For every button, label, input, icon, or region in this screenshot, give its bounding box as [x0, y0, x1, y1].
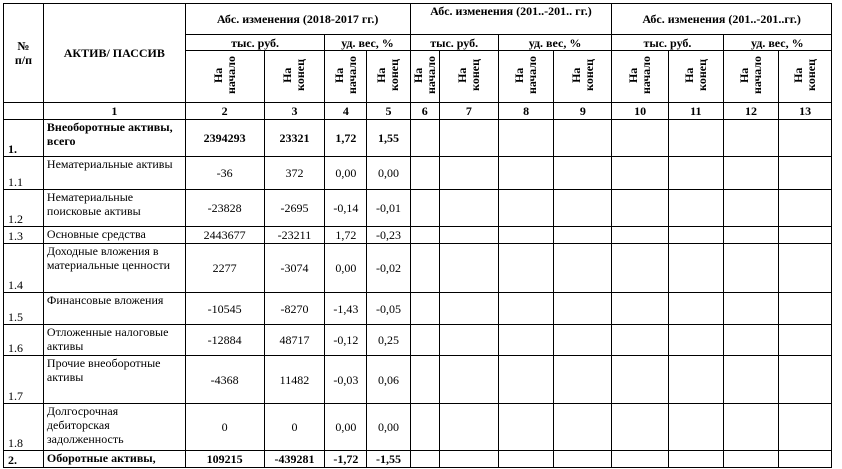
- row-index: 1.5: [4, 293, 44, 325]
- header-end-5: На конец: [367, 51, 410, 103]
- table-row: [4, 190, 832, 227]
- header-share-1: уд. вес, %: [325, 35, 410, 51]
- row-value: 0,00: [325, 244, 367, 293]
- empty-cell: [439, 244, 498, 293]
- empty-cell: [779, 244, 832, 293]
- table-row: [4, 451, 832, 468]
- column-number: 12: [723, 103, 779, 120]
- empty-cell: [779, 157, 832, 190]
- empty-cell: [498, 244, 554, 293]
- empty-cell: [723, 451, 779, 468]
- header-thousand-1: тыс. руб.: [185, 35, 325, 51]
- column-number: 1: [43, 103, 185, 120]
- row-index: 1.7: [4, 356, 44, 404]
- empty-cell: [410, 451, 439, 468]
- empty-cell: [779, 120, 832, 157]
- row-value: -439281: [264, 451, 325, 468]
- column-number: [4, 103, 44, 120]
- empty-cell: [498, 451, 554, 468]
- header-start-2: На начало: [185, 51, 264, 103]
- empty-cell: [612, 293, 669, 325]
- empty-cell: [410, 325, 439, 356]
- empty-cell: [612, 356, 669, 404]
- empty-cell: [498, 190, 554, 227]
- empty-cell: [410, 227, 439, 244]
- empty-cell: [779, 356, 832, 404]
- empty-cell: [612, 120, 669, 157]
- header-group-3: Абс. изменения (201..-201..гг.): [612, 4, 832, 35]
- empty-cell: [498, 404, 554, 451]
- row-value: -10545: [185, 293, 264, 325]
- empty-cell: [554, 157, 612, 190]
- row-value: -0,05: [367, 293, 410, 325]
- empty-cell: [498, 227, 554, 244]
- empty-cell: [669, 404, 724, 451]
- row-value: -8270: [264, 293, 325, 325]
- column-number: 4: [325, 103, 367, 120]
- empty-cell: [410, 404, 439, 451]
- empty-cell: [723, 227, 779, 244]
- empty-cell: [439, 120, 498, 157]
- row-name: Финансовые вложения: [43, 293, 185, 325]
- row-value: -1,72: [325, 451, 367, 468]
- table-row: [4, 325, 832, 356]
- empty-cell: [669, 190, 724, 227]
- row-name: Нематериальные поисковые активы: [43, 190, 185, 227]
- row-value: 0,06: [367, 356, 410, 404]
- empty-cell: [723, 157, 779, 190]
- empty-cell: [439, 404, 498, 451]
- empty-cell: [779, 190, 832, 227]
- header-start-12: На начало: [723, 51, 779, 103]
- row-index: 1.6: [4, 325, 44, 356]
- empty-cell: [723, 244, 779, 293]
- empty-cell: [779, 451, 832, 468]
- empty-cell: [554, 227, 612, 244]
- row-index: 1.2: [4, 190, 44, 227]
- row-index: 1.1: [4, 157, 44, 190]
- column-number: 2: [185, 103, 264, 120]
- table-body: [4, 120, 832, 468]
- header-end-7: На конец: [439, 51, 498, 103]
- empty-cell: [723, 293, 779, 325]
- row-value: -3074: [264, 244, 325, 293]
- column-number: 11: [669, 103, 724, 120]
- empty-cell: [723, 325, 779, 356]
- table-row: [4, 244, 832, 293]
- empty-cell: [723, 404, 779, 451]
- column-number: 6: [410, 103, 439, 120]
- empty-cell: [612, 227, 669, 244]
- header-start-10: На начало: [612, 51, 669, 103]
- row-index: 1.8: [4, 404, 44, 451]
- header-start-8: На начало: [498, 51, 554, 103]
- row-value: 1,72: [325, 227, 367, 244]
- row-index: 1.3: [4, 227, 44, 244]
- row-value: 0,00: [325, 157, 367, 190]
- header-share-2: уд. вес, %: [498, 35, 612, 51]
- row-value: -36: [185, 157, 264, 190]
- empty-cell: [554, 404, 612, 451]
- header-end-3: На конец: [264, 51, 325, 103]
- empty-cell: [410, 356, 439, 404]
- empty-cell: [723, 356, 779, 404]
- row-value: -0,03: [325, 356, 367, 404]
- row-name: Долгосрочная дебиторская задолженность: [43, 404, 185, 451]
- header-group-2: Абс. изменения (201..-201.. гг.): [410, 4, 612, 35]
- row-name: Внеоборотные активы, всего: [43, 120, 185, 157]
- row-value: 372: [264, 157, 325, 190]
- empty-cell: [498, 120, 554, 157]
- empty-cell: [439, 325, 498, 356]
- empty-cell: [669, 244, 724, 293]
- column-number: 13: [779, 103, 832, 120]
- row-value: -0,23: [367, 227, 410, 244]
- empty-cell: [669, 293, 724, 325]
- empty-cell: [554, 356, 612, 404]
- row-value: 2277: [185, 244, 264, 293]
- empty-cell: [554, 451, 612, 468]
- table-row: [4, 356, 832, 404]
- row-value: -0,01: [367, 190, 410, 227]
- empty-cell: [554, 293, 612, 325]
- row-value: 0,00: [325, 404, 367, 451]
- table-row: [4, 157, 832, 190]
- table-row: [4, 227, 832, 244]
- column-number: 10: [612, 103, 669, 120]
- header-num: № п/п: [4, 4, 44, 103]
- empty-cell: [439, 293, 498, 325]
- table-row: [4, 293, 832, 325]
- row-index: 1.: [4, 120, 44, 157]
- row-value: -23211: [264, 227, 325, 244]
- empty-cell: [439, 190, 498, 227]
- empty-cell: [669, 451, 724, 468]
- row-value: -12884: [185, 325, 264, 356]
- empty-cell: [612, 451, 669, 468]
- empty-cell: [779, 293, 832, 325]
- header-end-13: На конец: [779, 51, 832, 103]
- header-end-9: На конец: [554, 51, 612, 103]
- row-value: 11482: [264, 356, 325, 404]
- row-value: 1,72: [325, 120, 367, 157]
- row-value: -0,02: [367, 244, 410, 293]
- empty-cell: [410, 190, 439, 227]
- empty-cell: [439, 451, 498, 468]
- row-value: 109215: [185, 451, 264, 468]
- header-share-3: уд. вес, %: [723, 35, 831, 51]
- row-name: Доходные вложения в материальные ценности: [43, 244, 185, 293]
- row-value: 2394293: [185, 120, 264, 157]
- empty-cell: [554, 120, 612, 157]
- column-number: 5: [367, 103, 410, 120]
- row-name: Отложенные налоговые активы: [43, 325, 185, 356]
- column-number-row: [4, 103, 832, 120]
- row-value: 0: [264, 404, 325, 451]
- header-thousand-3: тыс. руб.: [612, 35, 723, 51]
- row-name: Основные средства: [43, 227, 185, 244]
- empty-cell: [498, 356, 554, 404]
- empty-cell: [723, 120, 779, 157]
- row-value: -0,12: [325, 325, 367, 356]
- row-value: 48717: [264, 325, 325, 356]
- empty-cell: [439, 157, 498, 190]
- row-name: Оборотные активы,: [43, 451, 185, 468]
- header-group-1: Абс. изменения (2018-2017 гг.): [185, 4, 410, 35]
- empty-cell: [439, 227, 498, 244]
- table-row: [4, 120, 832, 157]
- column-number: 3: [264, 103, 325, 120]
- column-number: 8: [498, 103, 554, 120]
- empty-cell: [498, 293, 554, 325]
- row-value: 0,25: [367, 325, 410, 356]
- empty-cell: [612, 157, 669, 190]
- row-value: 0: [185, 404, 264, 451]
- empty-cell: [498, 325, 554, 356]
- empty-cell: [779, 325, 832, 356]
- empty-cell: [669, 356, 724, 404]
- balance-change-table: [3, 3, 832, 468]
- row-index: 2.: [4, 451, 44, 468]
- empty-cell: [779, 404, 832, 451]
- empty-cell: [669, 157, 724, 190]
- row-value: -23828: [185, 190, 264, 227]
- column-number: 9: [554, 103, 612, 120]
- empty-cell: [554, 244, 612, 293]
- empty-cell: [612, 325, 669, 356]
- row-index: 1.4: [4, 244, 44, 293]
- row-value: -1,55: [367, 451, 410, 468]
- header-start-4: На начало: [325, 51, 367, 103]
- row-value: -4368: [185, 356, 264, 404]
- header-start-6: На начало: [410, 51, 439, 103]
- header-thousand-2: тыс. руб.: [410, 35, 498, 51]
- empty-cell: [498, 157, 554, 190]
- empty-cell: [612, 244, 669, 293]
- empty-cell: [410, 293, 439, 325]
- empty-cell: [410, 157, 439, 190]
- row-value: 0,00: [367, 157, 410, 190]
- empty-cell: [612, 404, 669, 451]
- row-value: -2695: [264, 190, 325, 227]
- empty-cell: [723, 190, 779, 227]
- row-value: 1,55: [367, 120, 410, 157]
- header-name: АКТИВ/ ПАССИВ: [43, 4, 185, 103]
- empty-cell: [410, 120, 439, 157]
- empty-cell: [669, 227, 724, 244]
- empty-cell: [612, 190, 669, 227]
- empty-cell: [554, 190, 612, 227]
- row-value: -1,43: [325, 293, 367, 325]
- row-name: Нематериальные активы: [43, 157, 185, 190]
- row-value: 0,00: [367, 404, 410, 451]
- row-value: 2443677: [185, 227, 264, 244]
- empty-cell: [669, 120, 724, 157]
- table-row: [4, 404, 832, 451]
- row-value: 23321: [264, 120, 325, 157]
- empty-cell: [554, 325, 612, 356]
- empty-cell: [779, 227, 832, 244]
- row-value: -0,14: [325, 190, 367, 227]
- column-number: 7: [439, 103, 498, 120]
- row-name: Прочие внеоборотные активы: [43, 356, 185, 404]
- header-end-11: На конец: [669, 51, 724, 103]
- empty-cell: [439, 356, 498, 404]
- empty-cell: [410, 244, 439, 293]
- empty-cell: [669, 325, 724, 356]
